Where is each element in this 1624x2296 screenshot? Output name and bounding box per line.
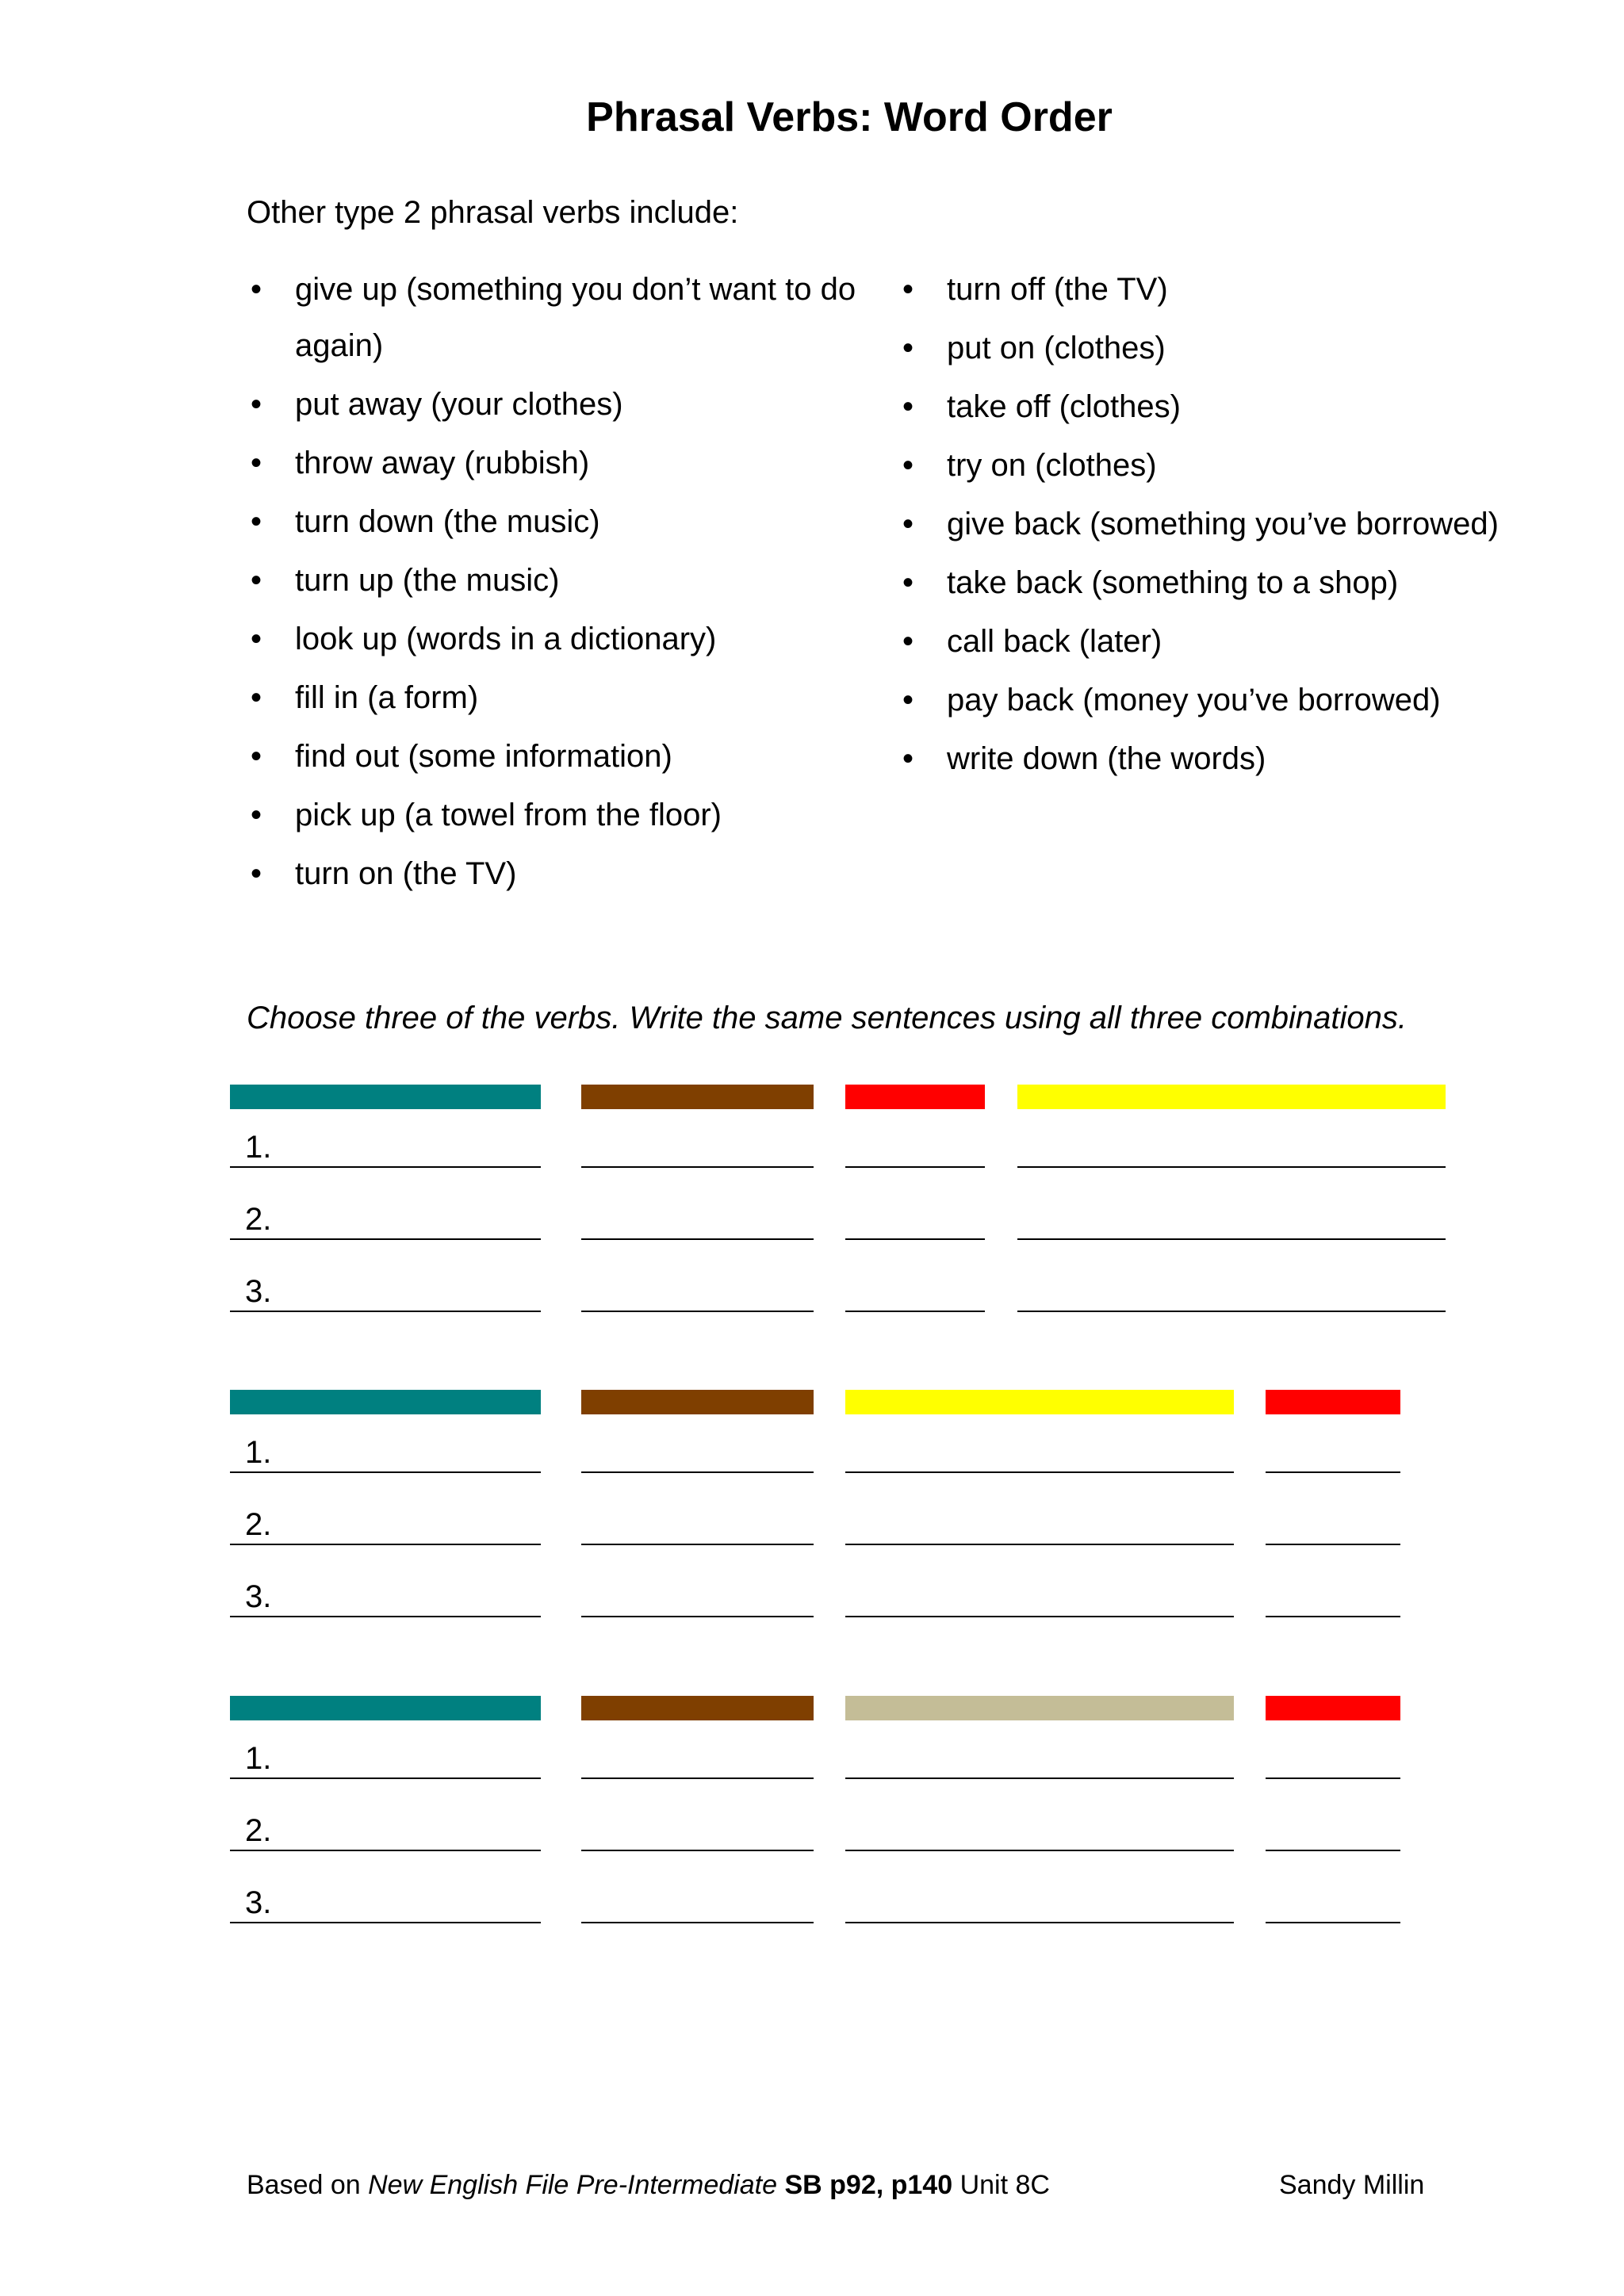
bullet-icon: • bbox=[902, 272, 914, 307]
answer-line[interactable] bbox=[1266, 1850, 1400, 1851]
list-item bbox=[247, 670, 897, 726]
answer-line[interactable] bbox=[845, 1544, 1234, 1545]
list-item bbox=[898, 320, 1549, 377]
list-item-text: turn down (the music) bbox=[295, 504, 600, 539]
bullet-icon: • bbox=[250, 563, 262, 598]
answer-line[interactable] bbox=[1266, 1471, 1400, 1473]
color-bar-brown bbox=[581, 1390, 814, 1414]
answer-line[interactable] bbox=[845, 1777, 1234, 1779]
bullet-icon: • bbox=[250, 622, 262, 656]
color-bar-teal bbox=[230, 1390, 541, 1414]
answer-line[interactable] bbox=[1266, 1544, 1400, 1545]
list-item bbox=[247, 846, 897, 902]
row-number: 3. bbox=[245, 1579, 272, 1614]
color-bar-brown bbox=[581, 1696, 814, 1720]
answer-line[interactable] bbox=[230, 1238, 541, 1240]
intro-text: Other type 2 phrasal verbs include: bbox=[247, 195, 739, 230]
answer-line[interactable] bbox=[581, 1311, 814, 1312]
answer-line[interactable] bbox=[845, 1922, 1234, 1923]
list-item bbox=[247, 611, 897, 668]
list-item bbox=[247, 377, 897, 433]
color-bar-teal bbox=[230, 1085, 541, 1109]
exercise-block bbox=[0, 1390, 1624, 1651]
list-item bbox=[247, 435, 897, 492]
answer-line[interactable] bbox=[845, 1850, 1234, 1851]
bullet-icon: • bbox=[902, 565, 914, 600]
bullet-icon: • bbox=[902, 507, 914, 541]
row-number: 3. bbox=[245, 1274, 272, 1309]
color-bar-red bbox=[845, 1085, 985, 1109]
row-number: 2. bbox=[245, 1813, 272, 1848]
list-item bbox=[898, 438, 1549, 494]
answer-line[interactable] bbox=[581, 1544, 814, 1545]
bullet-icon: • bbox=[902, 624, 914, 659]
footer-book-title: New English File Pre-Intermediate bbox=[368, 2170, 778, 2200]
list-item bbox=[898, 555, 1549, 611]
footer-prefix: Based on bbox=[247, 2170, 369, 2200]
footer-source bbox=[247, 2170, 1050, 2201]
answer-line[interactable] bbox=[581, 1238, 814, 1240]
answer-line[interactable] bbox=[1266, 1777, 1400, 1779]
color-bar-yellow bbox=[1017, 1085, 1446, 1109]
list-item bbox=[898, 614, 1549, 670]
answer-line[interactable] bbox=[1017, 1166, 1446, 1168]
exercise-block bbox=[0, 1696, 1624, 1957]
answer-line[interactable] bbox=[1266, 1922, 1400, 1923]
list-item bbox=[898, 731, 1549, 787]
bullet-icon: • bbox=[250, 680, 262, 715]
color-bar-red bbox=[1266, 1696, 1400, 1720]
bullet-icon: • bbox=[902, 331, 914, 365]
answer-line[interactable] bbox=[581, 1166, 814, 1168]
bullet-icon: • bbox=[250, 739, 262, 774]
list-item-text: put on (clothes) bbox=[947, 331, 1166, 365]
answer-line[interactable] bbox=[1017, 1311, 1446, 1312]
answer-line[interactable] bbox=[230, 1616, 541, 1617]
page-title: Phrasal Verbs: Word Order bbox=[586, 94, 1113, 140]
color-bar-yellow bbox=[845, 1390, 1234, 1414]
list-item bbox=[247, 787, 897, 844]
list-item bbox=[898, 262, 1549, 318]
row-number: 2. bbox=[245, 1202, 272, 1237]
bullet-icon: • bbox=[902, 741, 914, 776]
bullet-icon: • bbox=[902, 683, 914, 718]
answer-line[interactable] bbox=[845, 1471, 1234, 1473]
answer-line[interactable] bbox=[230, 1922, 541, 1923]
exercise-block bbox=[0, 1085, 1624, 1346]
footer-pages: SB p92, p140 bbox=[784, 2170, 953, 2200]
answer-line[interactable] bbox=[1266, 1616, 1400, 1617]
list-item bbox=[247, 262, 897, 374]
list-item-text: call back (later) bbox=[947, 624, 1162, 659]
list-item-text: pay back (money you’ve borrowed) bbox=[947, 683, 1441, 718]
list-item-text: give up (something you don’t want to do again) bbox=[295, 272, 856, 363]
list-item-text: turn off (the TV) bbox=[947, 272, 1168, 307]
answer-line[interactable] bbox=[581, 1850, 814, 1851]
bullet-icon: • bbox=[250, 504, 262, 539]
answer-line[interactable] bbox=[230, 1471, 541, 1473]
row-number: 2. bbox=[245, 1507, 272, 1542]
answer-line[interactable] bbox=[581, 1777, 814, 1779]
bullet-icon: • bbox=[250, 387, 262, 422]
bullet-icon: • bbox=[250, 856, 262, 891]
list-item bbox=[898, 672, 1549, 729]
bullet-icon: • bbox=[250, 798, 262, 832]
instruction-text: Choose three of the verbs. Write the same sentences using all three combinations. bbox=[247, 1001, 1407, 1035]
list-item bbox=[247, 494, 897, 550]
list-item-text: look up (words in a dictionary) bbox=[295, 622, 717, 656]
list-item-text: take back (something to a shop) bbox=[947, 565, 1399, 600]
bullet-icon: • bbox=[902, 448, 914, 483]
list-item-text: find out (some information) bbox=[295, 739, 672, 774]
list-item bbox=[898, 496, 1549, 553]
bullet-icon: • bbox=[250, 446, 262, 480]
bullet-icon: • bbox=[250, 272, 262, 307]
bullet-icon: • bbox=[902, 389, 914, 424]
list-item bbox=[247, 553, 897, 609]
list-item-text: put away (your clothes) bbox=[295, 387, 623, 422]
row-number: 3. bbox=[245, 1885, 272, 1920]
color-bar-beige bbox=[845, 1696, 1234, 1720]
footer-author: Sandy Millin bbox=[1279, 2170, 1425, 2200]
answer-line[interactable] bbox=[230, 1311, 541, 1312]
list-item-text: give back (something you’ve borrowed) bbox=[947, 507, 1499, 541]
list-item bbox=[247, 729, 897, 785]
answer-line[interactable] bbox=[845, 1166, 985, 1168]
row-number: 1. bbox=[245, 1435, 272, 1470]
answer-line[interactable] bbox=[581, 1922, 814, 1923]
list-item-text: write down (the words) bbox=[947, 741, 1266, 776]
answer-line[interactable] bbox=[230, 1166, 541, 1168]
list-item-text: turn on (the TV) bbox=[295, 856, 517, 891]
answer-line[interactable] bbox=[581, 1616, 814, 1617]
answer-line[interactable] bbox=[845, 1616, 1234, 1617]
answer-line[interactable] bbox=[230, 1544, 541, 1545]
phrasal-verb-list-left bbox=[247, 262, 897, 905]
row-number: 1. bbox=[245, 1741, 272, 1776]
answer-line[interactable] bbox=[230, 1850, 541, 1851]
list-item-text: pick up (a towel from the floor) bbox=[295, 798, 722, 832]
color-bar-brown bbox=[581, 1085, 814, 1109]
answer-line[interactable] bbox=[581, 1471, 814, 1473]
color-bar-teal bbox=[230, 1696, 541, 1720]
list-item bbox=[898, 379, 1549, 435]
phrasal-verb-list-right bbox=[898, 262, 1549, 790]
list-item-text: try on (clothes) bbox=[947, 448, 1157, 483]
list-item-text: take off (clothes) bbox=[947, 389, 1181, 424]
answer-line[interactable] bbox=[845, 1311, 985, 1312]
color-bar-red bbox=[1266, 1390, 1400, 1414]
list-item-text: fill in (a form) bbox=[295, 680, 479, 715]
footer-unit: Unit 8C bbox=[952, 2170, 1050, 2200]
answer-line[interactable] bbox=[230, 1777, 541, 1779]
list-item-text: throw away (rubbish) bbox=[295, 446, 590, 480]
answer-line[interactable] bbox=[845, 1238, 985, 1240]
list-item-text: turn up (the music) bbox=[295, 563, 560, 598]
row-number: 1. bbox=[245, 1130, 272, 1165]
answer-line[interactable] bbox=[1017, 1238, 1446, 1240]
